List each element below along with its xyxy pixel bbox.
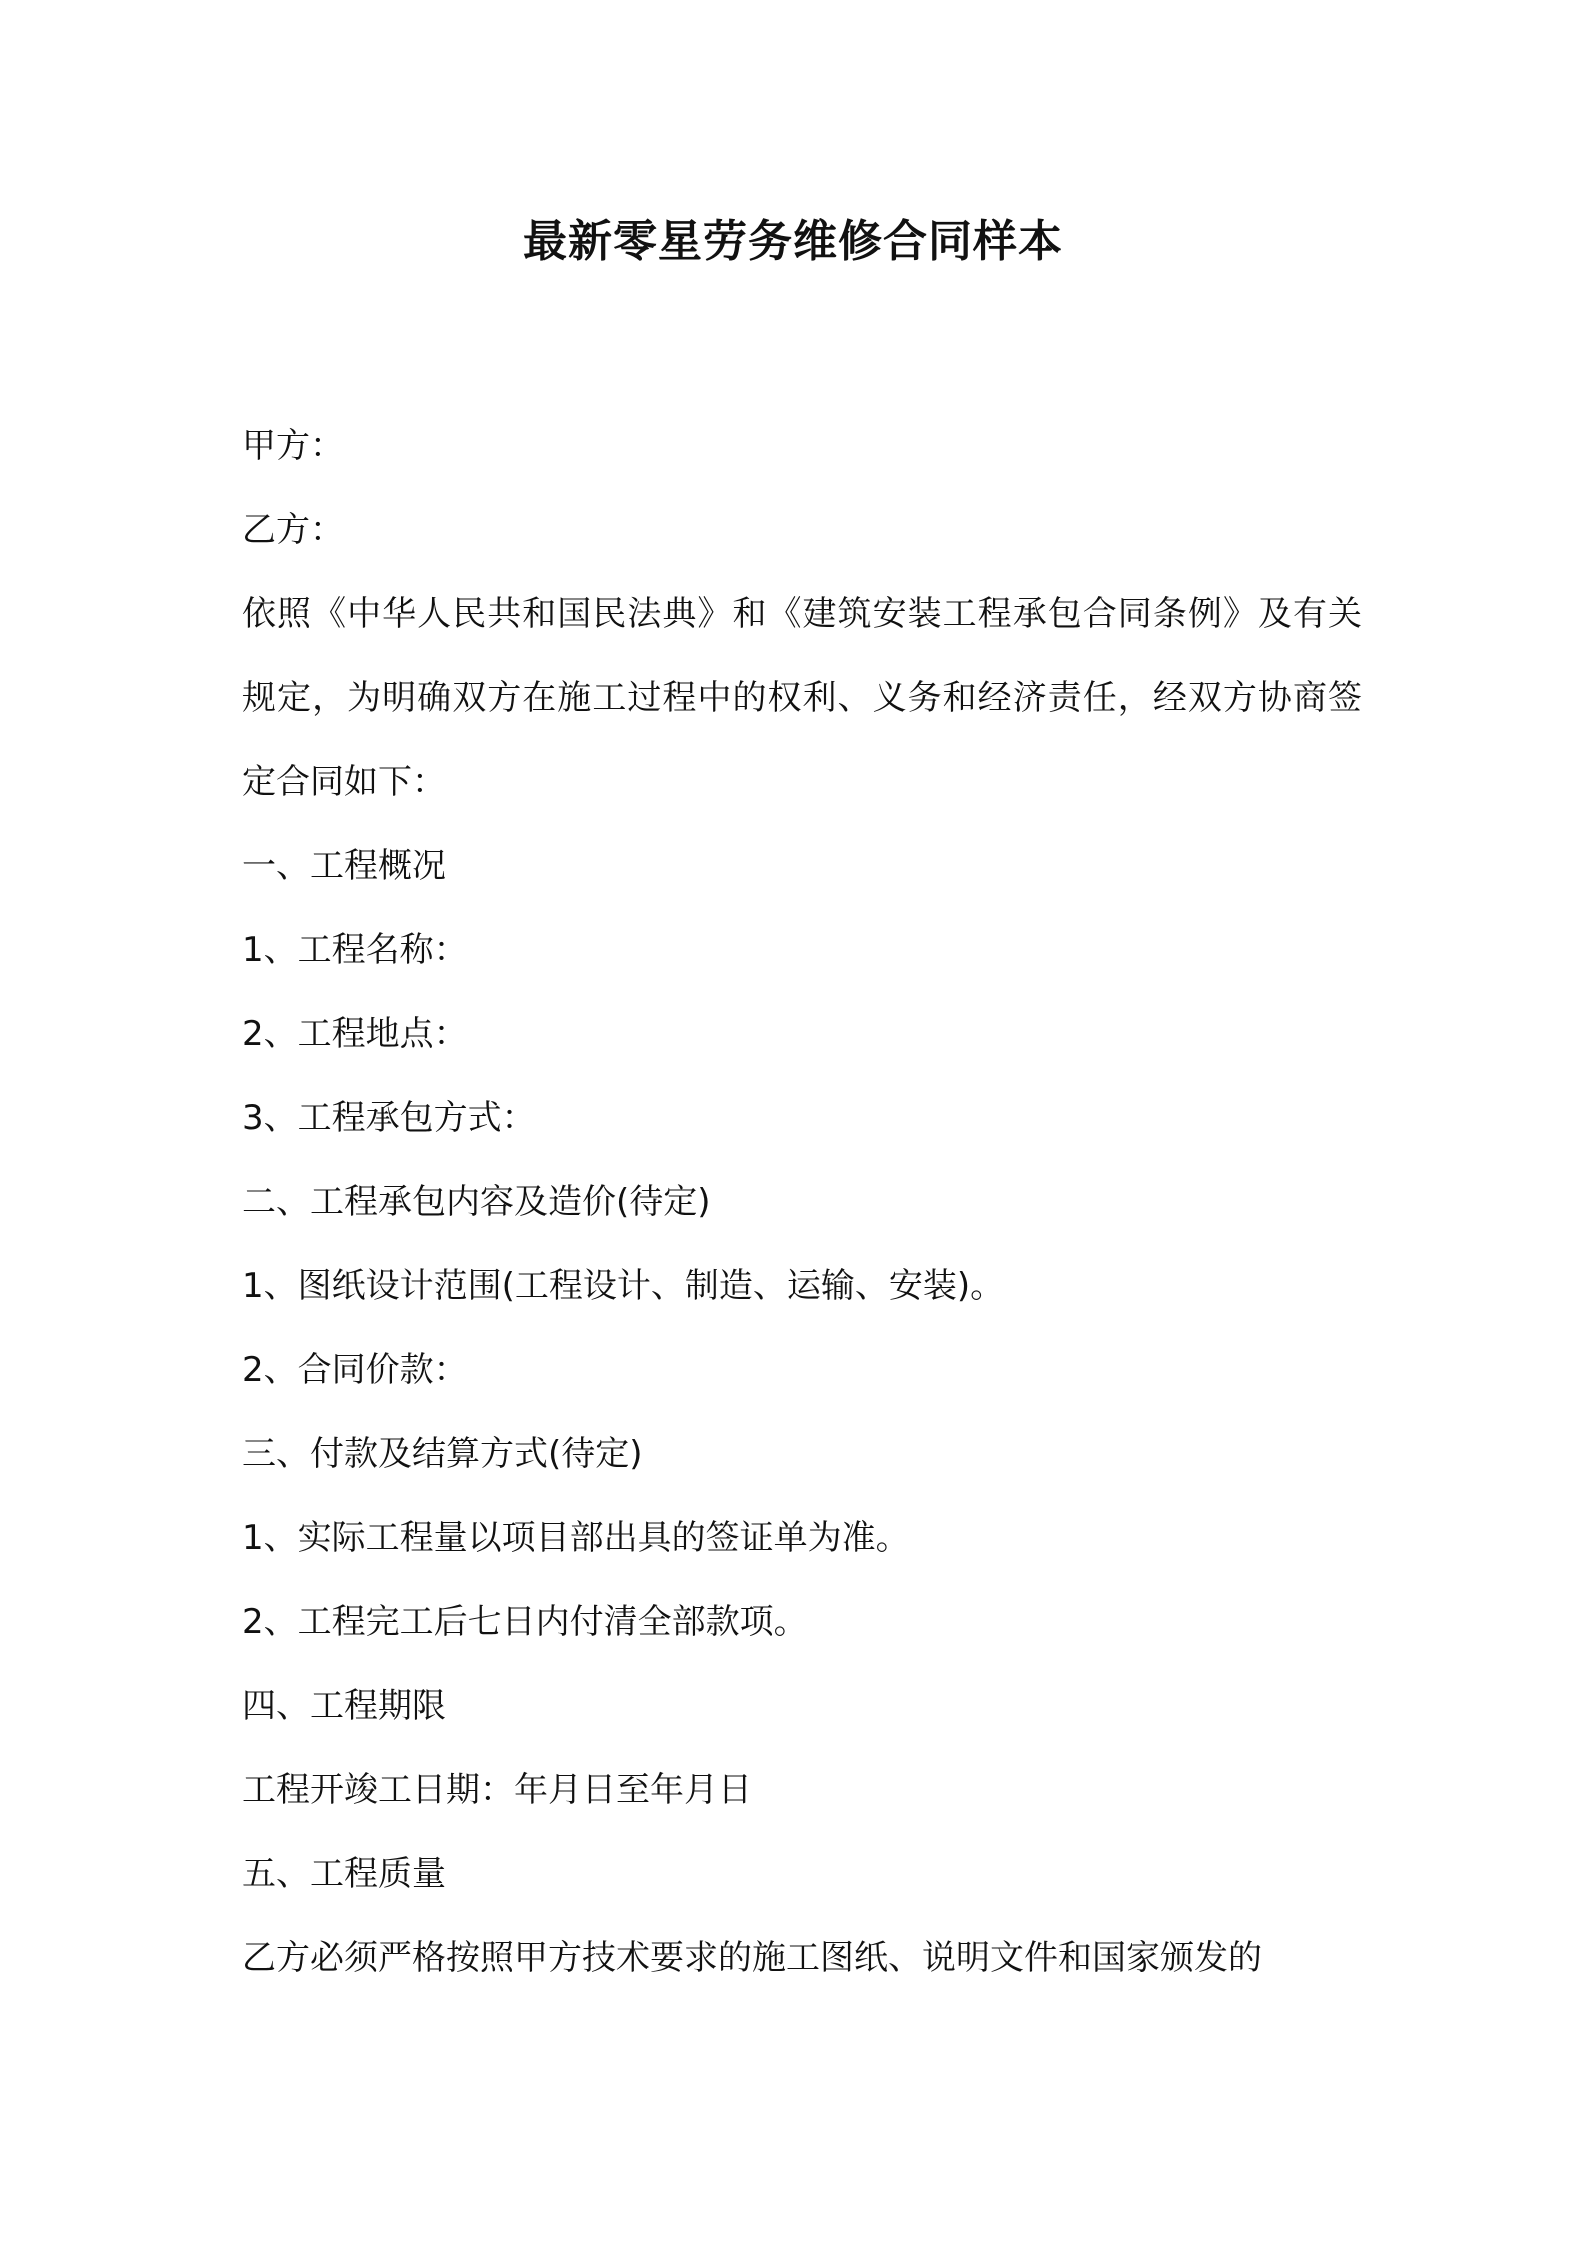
document-body (242, 404, 1362, 2000)
section-heading-3: 三、付款及结算方式(待定) (242, 1434, 643, 1474)
section-heading-1: 一、工程概况 (242, 846, 446, 886)
project-location-line: 2、工程地点： (242, 1014, 468, 1054)
section-heading-2: 二、工程承包内容及造价(待定) (242, 1182, 711, 1222)
payment-clause-1: 1、实际工程量以项目部出具的签证单为准。 (242, 1518, 910, 1558)
party-b-line: 乙方： (242, 510, 344, 550)
document-title: 最新零星劳务维修合同样本 (523, 216, 1063, 267)
project-name-line: 1、工程名称： (242, 930, 468, 970)
contract-method-line: 3、工程承包方式： (242, 1098, 536, 1138)
design-scope-line: 1、图纸设计范围(工程设计、制造、运输、安装)。 (242, 1266, 1005, 1306)
contract-price-line: 2、合同价款： (242, 1350, 468, 1390)
party-a-line: 甲方： (242, 426, 344, 466)
payment-clause-2: 2、工程完工后七日内付清全部款项。 (242, 1602, 808, 1642)
preamble-paragraph: 依照《中华人民共和国民法典》和《建筑安装工程承包合同条例》及有关规定，为明确双方在施工过程中的权利、义务和经济责任，经双方协商签定合同如下： (242, 594, 1362, 802)
section-heading-4: 四、工程期限 (242, 1686, 446, 1726)
section-heading-5: 五、工程质量 (242, 1854, 446, 1894)
schedule-line: 工程开竣工日期：年月日至年月日 (242, 1770, 752, 1810)
quality-clause-line: 乙方必须严格按照甲方技术要求的施工图纸、说明文件和国家颁发的 (242, 1938, 1262, 1978)
